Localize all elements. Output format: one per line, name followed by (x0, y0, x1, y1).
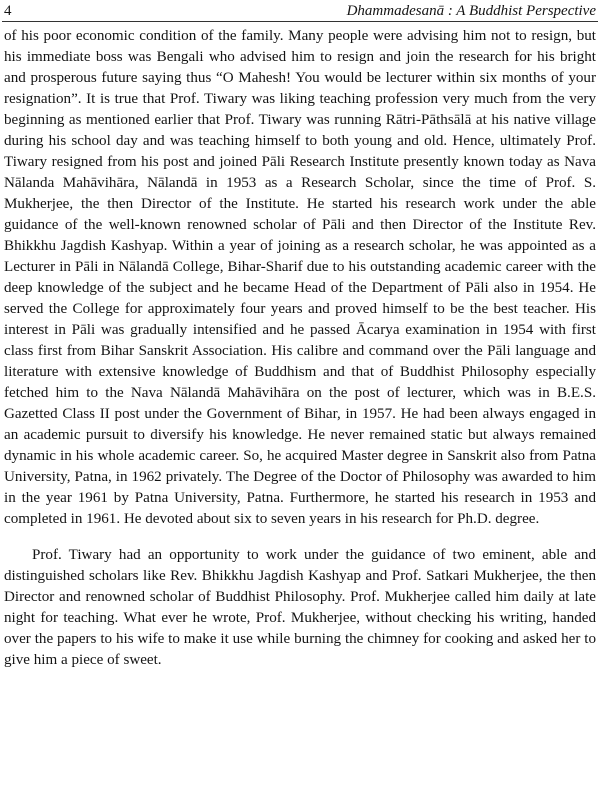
header-rule (2, 21, 598, 22)
paragraph: of his poor economic condition of the family. Many people were advising him not to resign, but his immediate boss was Bengali who advised him to resign and join the research for his bright and prosperous future saying thus “O Mahesh! You would be lecturer within six months of your resignation”. It is true that Prof. Tiwary was liking teaching profession very much from the very beginning as mentioned earlier that Prof. Tiwary was running Rātri-Pāthsālā at his native village during his school day and was teaching himself to both young and old. Hence, ultimately Prof. Tiwary resigned from his post and joined Pāli Research Institute presently known today as Nava Nālanda Mahāvihāra, Nālandā in 1953 as a Research Scholar, since the time of Prof. S. Mukherjee, the then Director of the Institute. He started his research work under the able guidance of the well-known renowned scholar of Pāli and then Director of the Institute Rev. Bhikkhu Jagdish Kashyap. Within a year of joining as a research scholar, he was appointed as a Lecturer in Pāli in Nālandā College, Bihar-Sharif due to his outstanding academic career with the deep knowledge of the subject and he became Head of the Department of Pāli also in 1954. He served the College for approximately four years and proved himself to be the best teacher. His interest in Pāli was gradually intensified and he passed Ācarya examination in 1954 with first class first from Bihar Sanskrit Association. His calibre and command over the Pāli language and literature with extensive knowledge of Buddhism and that of Buddhist Philosophy especially fetched him to the Nava Nālandā Mahāvihāra on the post of lecturer, which was in B.E.S. Gazetted Class II post under the Government of Bihar, in 1957. He had been always engaged in an academic pursuit to diversify his knowledge. He never remained static but always remained dynamic in his whole academic career. So, he acquired Master degree in Sanskrit also from Patna University, Patna, in 1962 privately. The Degree of the Doctor of Philosophy was awarded to him in the year 1961 by Patna University, Patna. Furthermore, he started his research in 1953 and completed in 1961. He devoted about six to seven years in his research for Ph.D. degree. (4, 28, 596, 527)
page-number: 4 (4, 3, 12, 19)
paragraph: Prof. Tiwary had an opportunity to work under the guidance of two eminent, able and distinguished scholars like Rev. Bhikkhu Jagdish Kashyap and Prof. Satkari Mukherjee, the then Director and renowned scholar of Buddhist Philosophy. Prof. Mukherjee called him daily at late night for teaching. What ever he wrote, Prof. Mukherjee, without checking his writing, handed over the papers to his wife to make it use while burning the chimney for cooking and asked her to give him a piece of sweet. (4, 547, 596, 668)
running-title: Dhammadesanā : A Buddhist Perspective (346, 3, 596, 19)
body-text (4, 26, 596, 671)
running-head (4, 2, 596, 20)
